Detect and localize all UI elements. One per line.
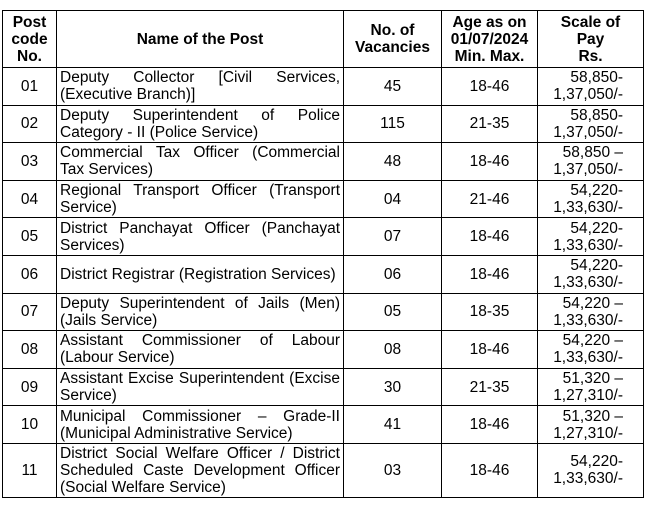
table-row <box>3 255 644 293</box>
pay-scale-min: 51,320 – <box>562 407 623 425</box>
pay-scale-cell <box>538 218 644 256</box>
vacancies-cell: 05 <box>344 293 442 331</box>
pay-scale-max: 1,33,630/- <box>553 311 623 329</box>
header-row <box>3 11 644 68</box>
post-name-cell: Deputy Superintendent of Police Category - II (Police Service) <box>57 105 344 143</box>
post-name-cell: Deputy Collector [Civil Services, (Executive Branch)] <box>57 68 344 106</box>
post-name-cell: Commercial Tax Officer (Commercial Tax Services) <box>57 143 344 181</box>
table-row <box>3 406 644 444</box>
post-code-cell: 06 <box>3 255 57 293</box>
pay-scale-cell <box>538 293 644 331</box>
post-code-cell: 09 <box>3 368 57 406</box>
table-row <box>3 368 644 406</box>
age-cell: 18-46 <box>442 255 538 293</box>
pay-scale-max: 1,27,310/- <box>553 424 623 442</box>
table-row <box>3 331 644 369</box>
post-name-cell: Assistant Excise Superintendent (Excise Service) <box>57 368 344 406</box>
pay-scale-min: 54,220- <box>570 182 623 200</box>
table-row <box>3 105 644 143</box>
header-pay-scale-line: Scale of <box>560 13 621 31</box>
post-code-cell: 08 <box>3 331 57 369</box>
pay-scale-min: 58,850 – <box>562 144 623 162</box>
table-row <box>3 143 644 181</box>
header-post-code-line: code <box>11 30 48 48</box>
pay-scale-cell <box>538 255 644 293</box>
age-cell: 18-46 <box>442 218 538 256</box>
pay-scale-max: 1,37,050/- <box>553 161 623 179</box>
pay-scale-min: 54,220- <box>570 453 623 471</box>
age-cell: 18-46 <box>442 331 538 369</box>
post-code-cell: 07 <box>3 293 57 331</box>
table-row <box>3 180 644 218</box>
age-cell: 21-35 <box>442 368 538 406</box>
header-pay-scale-line: Rs. <box>578 47 603 65</box>
header-vacancies <box>344 11 442 68</box>
age-cell: 21-35 <box>442 105 538 143</box>
pay-scale-cell <box>538 180 644 218</box>
pay-scale-max: 1,27,310/- <box>553 387 623 405</box>
table-row <box>3 218 644 256</box>
post-name-cell: District Registrar (Registration Services) <box>57 255 344 293</box>
post-name-cell: District Social Welfare Officer / District Scheduled Caste Development Officer (Social Welfare Service) <box>57 443 344 497</box>
vacancies-cell: 41 <box>344 406 442 444</box>
header-age-line: 01/07/2024 <box>450 30 529 48</box>
vacancies-cell: 07 <box>344 218 442 256</box>
post-code-cell: 01 <box>3 68 57 106</box>
post-name-cell: Deputy Superintendent of Jails (Men) (Jails Service) <box>57 293 344 331</box>
age-cell: 18-46 <box>442 143 538 181</box>
pay-scale-max: 1,37,050/- <box>553 86 623 104</box>
vacancies-cell: 115 <box>344 105 442 143</box>
vacancies-cell: 03 <box>344 443 442 497</box>
pay-scale-min: 54,220- <box>570 257 623 275</box>
pay-scale-max: 1,37,050/- <box>553 123 623 141</box>
pay-scale-max: 1,33,630/- <box>553 199 623 217</box>
pay-scale-max: 1,33,630/- <box>553 274 623 292</box>
pay-scale-cell <box>538 368 644 406</box>
age-cell: 18-46 <box>442 443 538 497</box>
vacancies-cell: 06 <box>344 255 442 293</box>
header-post-code-line: Post <box>12 13 47 31</box>
pay-scale-min: 54,220- <box>570 219 623 237</box>
post-code-cell: 10 <box>3 406 57 444</box>
header-age-line: Min. Max. <box>454 47 525 65</box>
posts-table <box>2 10 644 498</box>
vacancies-cell: 48 <box>344 143 442 181</box>
header-age-line: Age as on <box>452 13 527 31</box>
header-post-name <box>57 11 344 68</box>
header-pay-scale <box>538 11 644 68</box>
pay-scale-cell <box>538 68 644 106</box>
header-post-code-line: No. <box>17 47 42 65</box>
pay-scale-min: 58,850- <box>570 69 623 87</box>
vacancies-cell: 45 <box>344 68 442 106</box>
post-name-cell: Municipal Commissioner – Grade-II (Municipal Administrative Service) <box>57 406 344 444</box>
pay-scale-min: 54,220 – <box>562 294 623 312</box>
vacancies-cell: 08 <box>344 331 442 369</box>
post-code-cell: 04 <box>3 180 57 218</box>
age-cell: 21-46 <box>442 180 538 218</box>
post-name-cell: District Panchayat Officer (Panchayat Services) <box>57 218 344 256</box>
pay-scale-cell <box>538 143 644 181</box>
table-row <box>3 443 644 497</box>
header-vacancies-line: No. of <box>370 22 415 39</box>
pay-scale-cell <box>538 443 644 497</box>
header-age <box>442 11 538 68</box>
pay-scale-cell <box>538 406 644 444</box>
table-row <box>3 68 644 106</box>
pay-scale-max: 1,33,630/- <box>553 470 623 488</box>
post-name-cell: Regional Transport Officer (Transport Service) <box>57 180 344 218</box>
pay-scale-max: 1,33,630/- <box>553 236 623 254</box>
pay-scale-min: 51,320 – <box>562 370 623 388</box>
post-code-cell: 03 <box>3 143 57 181</box>
header-vacancies-line: Vacancies <box>355 39 430 56</box>
header-post-code <box>3 11 57 68</box>
table-row <box>3 293 644 331</box>
header-pay-scale-line: Pay <box>576 30 605 48</box>
header-post-name-text: Name of the Post <box>136 30 264 48</box>
pay-scale-min: 58,850- <box>570 106 623 124</box>
pay-scale-cell <box>538 331 644 369</box>
vacancies-cell: 04 <box>344 180 442 218</box>
vacancies-cell: 30 <box>344 368 442 406</box>
pay-scale-cell <box>538 105 644 143</box>
post-code-cell: 05 <box>3 218 57 256</box>
age-cell: 18-46 <box>442 406 538 444</box>
age-cell: 18-46 <box>442 68 538 106</box>
post-code-cell: 11 <box>3 443 57 497</box>
pay-scale-min: 54,220 – <box>562 332 623 350</box>
age-cell: 18-35 <box>442 293 538 331</box>
pay-scale-max: 1,33,630/- <box>553 349 623 367</box>
post-name-cell: Assistant Commissioner of Labour (Labour Service) <box>57 331 344 369</box>
post-code-cell: 02 <box>3 105 57 143</box>
